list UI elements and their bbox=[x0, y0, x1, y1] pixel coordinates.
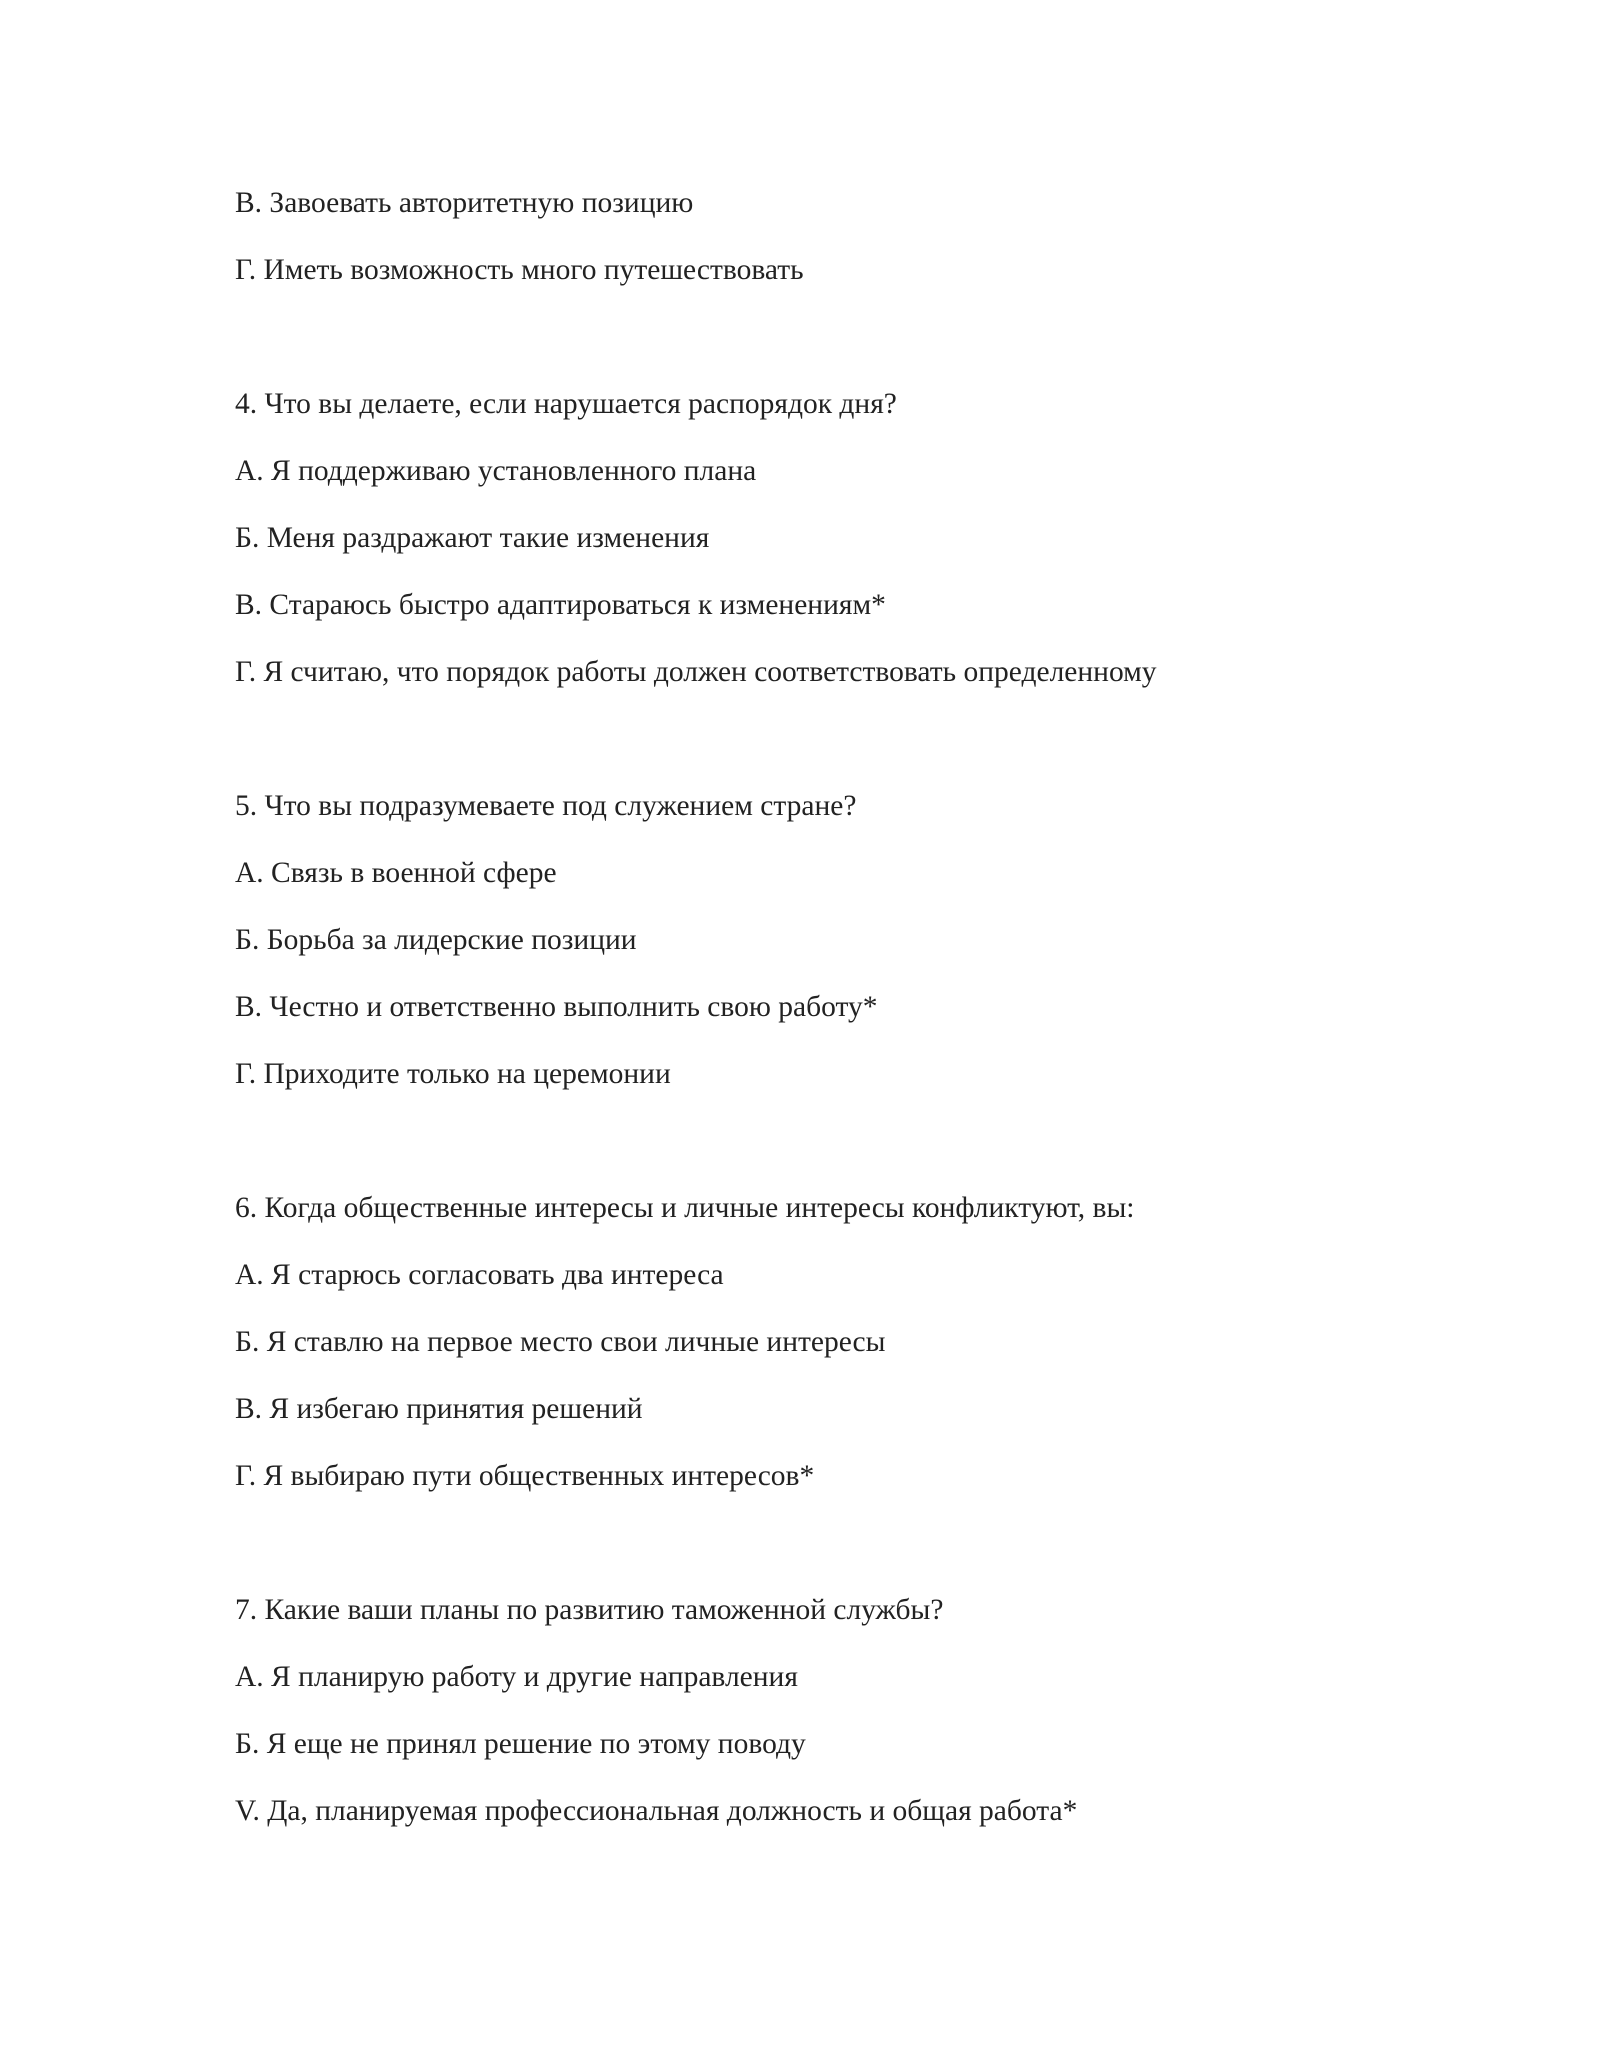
option-5-g: Г. Приходите только на церемонии bbox=[235, 1058, 671, 1090]
question-7: 7. Какие ваши планы по развитию таможенной службы? bbox=[235, 1594, 944, 1626]
block-spacer bbox=[235, 319, 1485, 386]
option-7-a: А. Я планирую работу и другие направления bbox=[235, 1661, 798, 1693]
option-5-v: В. Честно и ответственно выполнить свою работу* bbox=[235, 991, 878, 1023]
block-spacer bbox=[235, 1123, 1485, 1190]
question-6: 6. Когда общественные интересы и личные интересы конфликтуют, вы: bbox=[235, 1192, 1135, 1224]
option-6-g: Г. Я выбираю пути общественных интересов* bbox=[235, 1460, 815, 1492]
option-3-g: Г. Иметь возможность много путешествовать bbox=[235, 254, 804, 286]
option-6-v: В. Я избегаю принятия решений bbox=[235, 1393, 643, 1425]
block-spacer bbox=[235, 1525, 1485, 1592]
option-5-b: Б. Борьба за лидерские позиции bbox=[235, 924, 637, 956]
questionnaire-text bbox=[235, 185, 1485, 1860]
option-4-g: Г. Я считаю, что порядок работы должен соответствовать определенному bbox=[235, 656, 1157, 688]
question-5: 5. Что вы подразумеваете под служением стране? bbox=[235, 790, 857, 822]
option-5-a: А. Связь в военной сфере bbox=[235, 857, 557, 889]
question-4: 4. Что вы делаете, если нарушается распорядок дня? bbox=[235, 388, 897, 420]
block-spacer bbox=[235, 721, 1485, 788]
option-6-a: А. Я старюсь согласовать два интереса bbox=[235, 1259, 724, 1291]
option-7-v: V. Да, планируемая профессиональная должность и общая работа* bbox=[235, 1795, 1078, 1827]
option-4-v: В. Стараюсь быстро адаптироваться к изменениям* bbox=[235, 589, 886, 621]
option-6-b: Б. Я ставлю на первое место свои личные интересы bbox=[235, 1326, 886, 1358]
option-3-v: В. Завоевать авторитетную позицию bbox=[235, 187, 694, 219]
option-4-b: Б. Меня раздражают такие изменения bbox=[235, 522, 710, 554]
option-7-b: Б. Я еще не принял решение по этому поводу bbox=[235, 1728, 806, 1760]
option-4-a: А. Я поддерживаю установленного плана bbox=[235, 455, 757, 487]
